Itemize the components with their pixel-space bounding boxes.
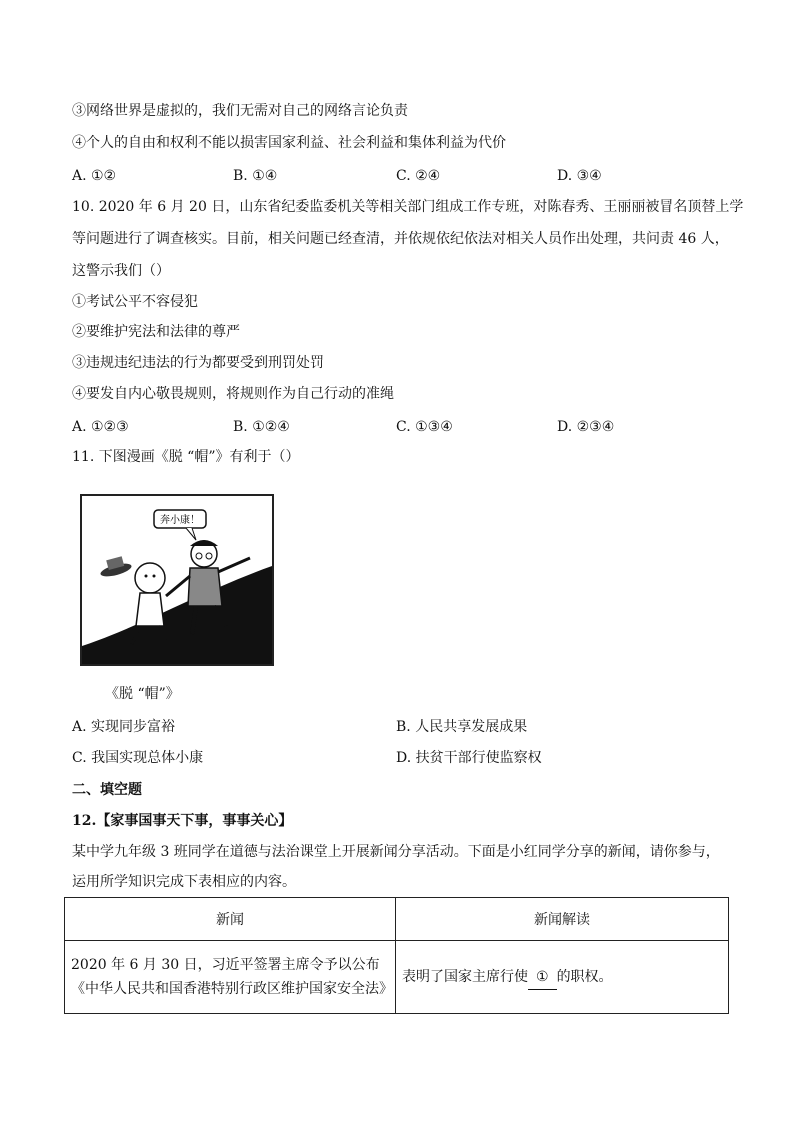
q12-intro-line-1: 某中学九年级 3 班同学在道德与法治课堂上开展新闻分享活动。下面是小红同学分享的新闻，请你参与， bbox=[72, 844, 720, 860]
table-header-interpretation: 新闻解读 bbox=[396, 898, 729, 941]
q9-option-b: B. ①④ bbox=[233, 168, 278, 184]
q9-item-4: ④个人的自由和权利不能以损害国家利益、社会利益和集体利益为代价 bbox=[72, 135, 506, 151]
interpretation-before: 表明了国家主席行使 bbox=[402, 968, 528, 985]
news-table bbox=[64, 897, 729, 1014]
q10-item-3: ③违规违纪违法的行为都要受到刑罚处罚 bbox=[72, 355, 324, 371]
q9-item-3: ③网络世界是虚拟的，我们无需对自己的网络言论负责 bbox=[72, 103, 408, 119]
q9-option-a: A. ①② bbox=[72, 168, 117, 184]
cartoon-caption: 《脱 “帽”》 bbox=[105, 686, 180, 702]
table-row bbox=[65, 941, 729, 1014]
q10-stem-line-1: 10. 2020 年 6 月 20 日，山东省纪委监委机关等相关部门组成工作专班，对陈春秀、王丽丽被冒名顶替上学 bbox=[72, 199, 744, 215]
q12-title: 12.【家事国事天下事，事事关心】 bbox=[72, 813, 293, 829]
q12-intro-line-2: 运用所学知识完成下表相应的内容。 bbox=[72, 874, 296, 890]
q11-stem: 11. 下图漫画《脱 “帽”》有利于（） bbox=[72, 449, 300, 465]
news-line-2: 《中华人民共和国香港特别行政区维护国家安全法》 bbox=[71, 981, 393, 997]
cartoon-drawing bbox=[82, 496, 272, 664]
q10-item-1: ①考试公平不容侵犯 bbox=[72, 294, 198, 310]
q11-option-c: C. 我国实现总体小康 bbox=[72, 750, 204, 766]
news-cell bbox=[65, 941, 396, 1014]
q9-option-d: D. ③④ bbox=[557, 168, 602, 184]
q10-item-2: ②要维护宪法和法律的尊严 bbox=[72, 324, 240, 340]
q11-option-b: B. 人民共享发展成果 bbox=[396, 719, 528, 735]
q11-option-d: D. 扶贫干部行使监察权 bbox=[396, 750, 542, 766]
news-line-1: 2020 年 6 月 30 日，习近平签署主席令予以公布 bbox=[71, 957, 380, 973]
speech-bubble-text: 奔小康！ bbox=[160, 515, 200, 526]
section-heading-fill-blank: 二、填空题 bbox=[72, 782, 142, 798]
q10-option-c: C. ①③④ bbox=[396, 419, 453, 435]
q10-option-b: B. ①②④ bbox=[233, 419, 290, 435]
q11-option-a: A. 实现同步富裕 bbox=[72, 719, 176, 735]
q10-item-4: ④要发自内心敬畏规则，将规则作为自己行动的准绳 bbox=[72, 386, 394, 402]
table-header-news: 新闻 bbox=[65, 898, 396, 941]
q10-stem-line-3: 这警示我们（） bbox=[72, 263, 170, 279]
interpretation-cell bbox=[396, 941, 729, 1014]
q10-option-d: D. ②③④ bbox=[557, 419, 615, 435]
cartoon-image bbox=[80, 494, 274, 666]
q10-stem-line-2: 等问题进行了调查核实。目前，相关问题已经查清，并依规依纪依法对相关人员作出处理，共问责 46 人， bbox=[72, 231, 729, 247]
q10-option-a: A. ①②③ bbox=[72, 419, 129, 435]
q9-option-c: C. ②④ bbox=[396, 168, 441, 184]
answer-blank-1[interactable]: ① bbox=[528, 965, 557, 990]
interpretation-after: 的职权。 bbox=[556, 968, 613, 985]
